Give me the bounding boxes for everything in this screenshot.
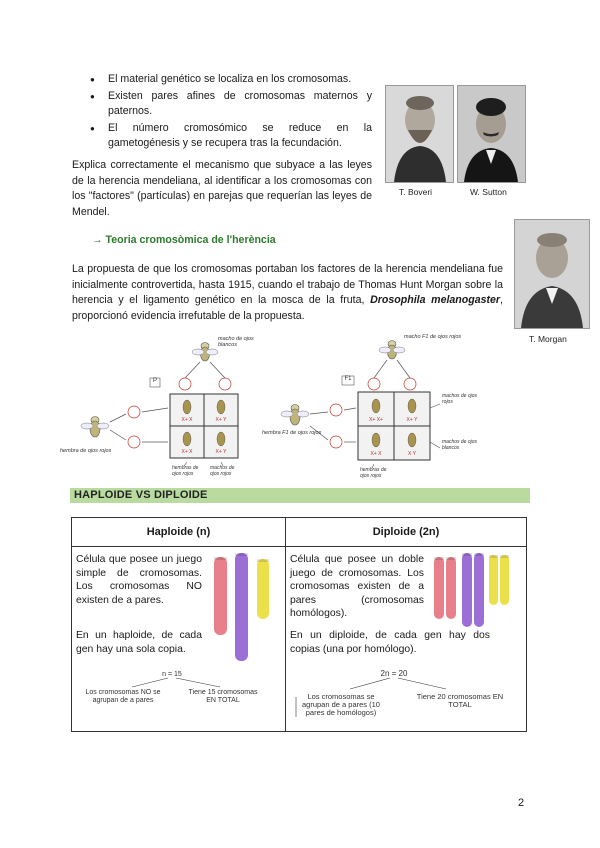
paragraph-text-end: , proporcionó evidencia irrefutable de la propuesta. <box>72 294 503 322</box>
cross-diagram-f1 <box>262 330 497 480</box>
paragraph-text-start: La propuesta de que los cromosomas portaban los factores de la herencia mendeliana fue inicialmente controvertida, hasta 1915, cuando el trabajo de Thomas Hunt Morgan sobre la herencia y el ligamento genético en la mosca de la fruta, <box>72 263 503 306</box>
offspring-label: hembras de ojos rojos <box>172 465 199 477</box>
morgan-caption: T. Morgan <box>529 334 567 344</box>
haploid-copies: En un haploide, de cada gen hay una sola copia. <box>76 630 202 655</box>
parent-fly-label: hembra F1 de ojos rojos <box>262 430 322 436</box>
boveri-photo <box>385 85 454 183</box>
diploid-cell <box>286 547 527 732</box>
genotype-cell: X Y <box>408 451 416 457</box>
diploid-definition: Célula que posee un doble juego de cromosomas. Los cromosomas existen de a pares (cromosomas homólogos). <box>290 554 424 619</box>
offspring-label: hembras de ojos rojos <box>360 467 387 479</box>
top-fly-label: macho de ojos blancos <box>218 336 254 348</box>
haploid-left-note: Los cromosomas NO se agrupan de a pares <box>85 689 161 704</box>
morgan-paragraph <box>72 262 503 324</box>
boveri-caption: T. Boveri <box>399 187 433 197</box>
genotype-cell: X+ X+ <box>369 417 383 423</box>
diploid-copies: En un diploide, de cada gen hay dos copias (una por homólogo). <box>290 630 490 655</box>
genotype-cell: X+ X <box>370 451 382 457</box>
section-banner: HAPLOIDE VS DIPLOIDE <box>70 488 530 503</box>
genotype-cell: X+ X <box>181 449 193 455</box>
bullet-item: ● El material genético se localiza en los cromosomas. <box>86 72 372 88</box>
offspring-label: machos de ojos rojos <box>442 393 478 405</box>
species-name: Drosophila melanogaster <box>370 294 501 306</box>
offspring-label: machos de ojos blancos <box>442 439 478 451</box>
generation-label: P <box>152 378 157 384</box>
top-fly-label: macho F1 de ojos rojos <box>404 334 462 340</box>
sutton-caption: W. Sutton <box>470 187 507 197</box>
haploid-cell <box>72 547 286 732</box>
haploid-formula: n = 15 <box>162 671 182 678</box>
offspring-label: machos de ojos rojos <box>210 465 235 477</box>
genotype-cell: X+ X <box>181 417 193 423</box>
comparison-table <box>71 517 527 732</box>
haploid-definition: Célula que posee un juego simple de cromosomas. Los cromosomas NO existen de a pares. <box>76 554 202 606</box>
morgan-photo <box>514 219 590 329</box>
genotype-cell: X+ Y <box>406 417 418 423</box>
diploid-right-note: Tiene 20 cromosomas EN TOTAL <box>416 692 504 709</box>
page-number: 2 <box>518 797 525 809</box>
diploid-header: Diploide (2n) <box>286 518 527 547</box>
bullet-item: ● Existen pares afines de cromosomas maternos y paternos. <box>86 89 372 120</box>
genotype-cell: X+ Y <box>215 449 227 455</box>
sutton-photo <box>457 85 526 183</box>
section-title: → Teoria cromosòmica de l'herència <box>92 234 276 246</box>
diploid-formula: 2n = 20 <box>380 669 408 678</box>
bullet-item: ● El número cromosómico se reduce en la gametogénesis y se recupera tras la fecundación. <box>86 121 372 152</box>
haploid-right-note: Tiene 15 cromosomas EN TOTAL <box>188 689 258 704</box>
haploid-header: Haploide (n) <box>72 518 286 547</box>
cross-diagram-p <box>60 330 272 480</box>
diploid-left-note: Los cromosomas se agrupan de a pares (10 pares de homólogos) <box>302 692 380 717</box>
genotype-cell: X+ Y <box>215 417 227 423</box>
bullet-list <box>86 72 372 153</box>
intro-paragraph: Explica correctamente el mecanismo que subyace a las leyes de la herencia mendeliana, al identificar a los cromosomas con los "factores" (partículas) en parejas que requerían las leyes de Mendel. <box>72 159 372 218</box>
parent-fly-label: hembra de ojos rojos <box>60 448 112 454</box>
generation-label: F1 <box>344 376 352 382</box>
